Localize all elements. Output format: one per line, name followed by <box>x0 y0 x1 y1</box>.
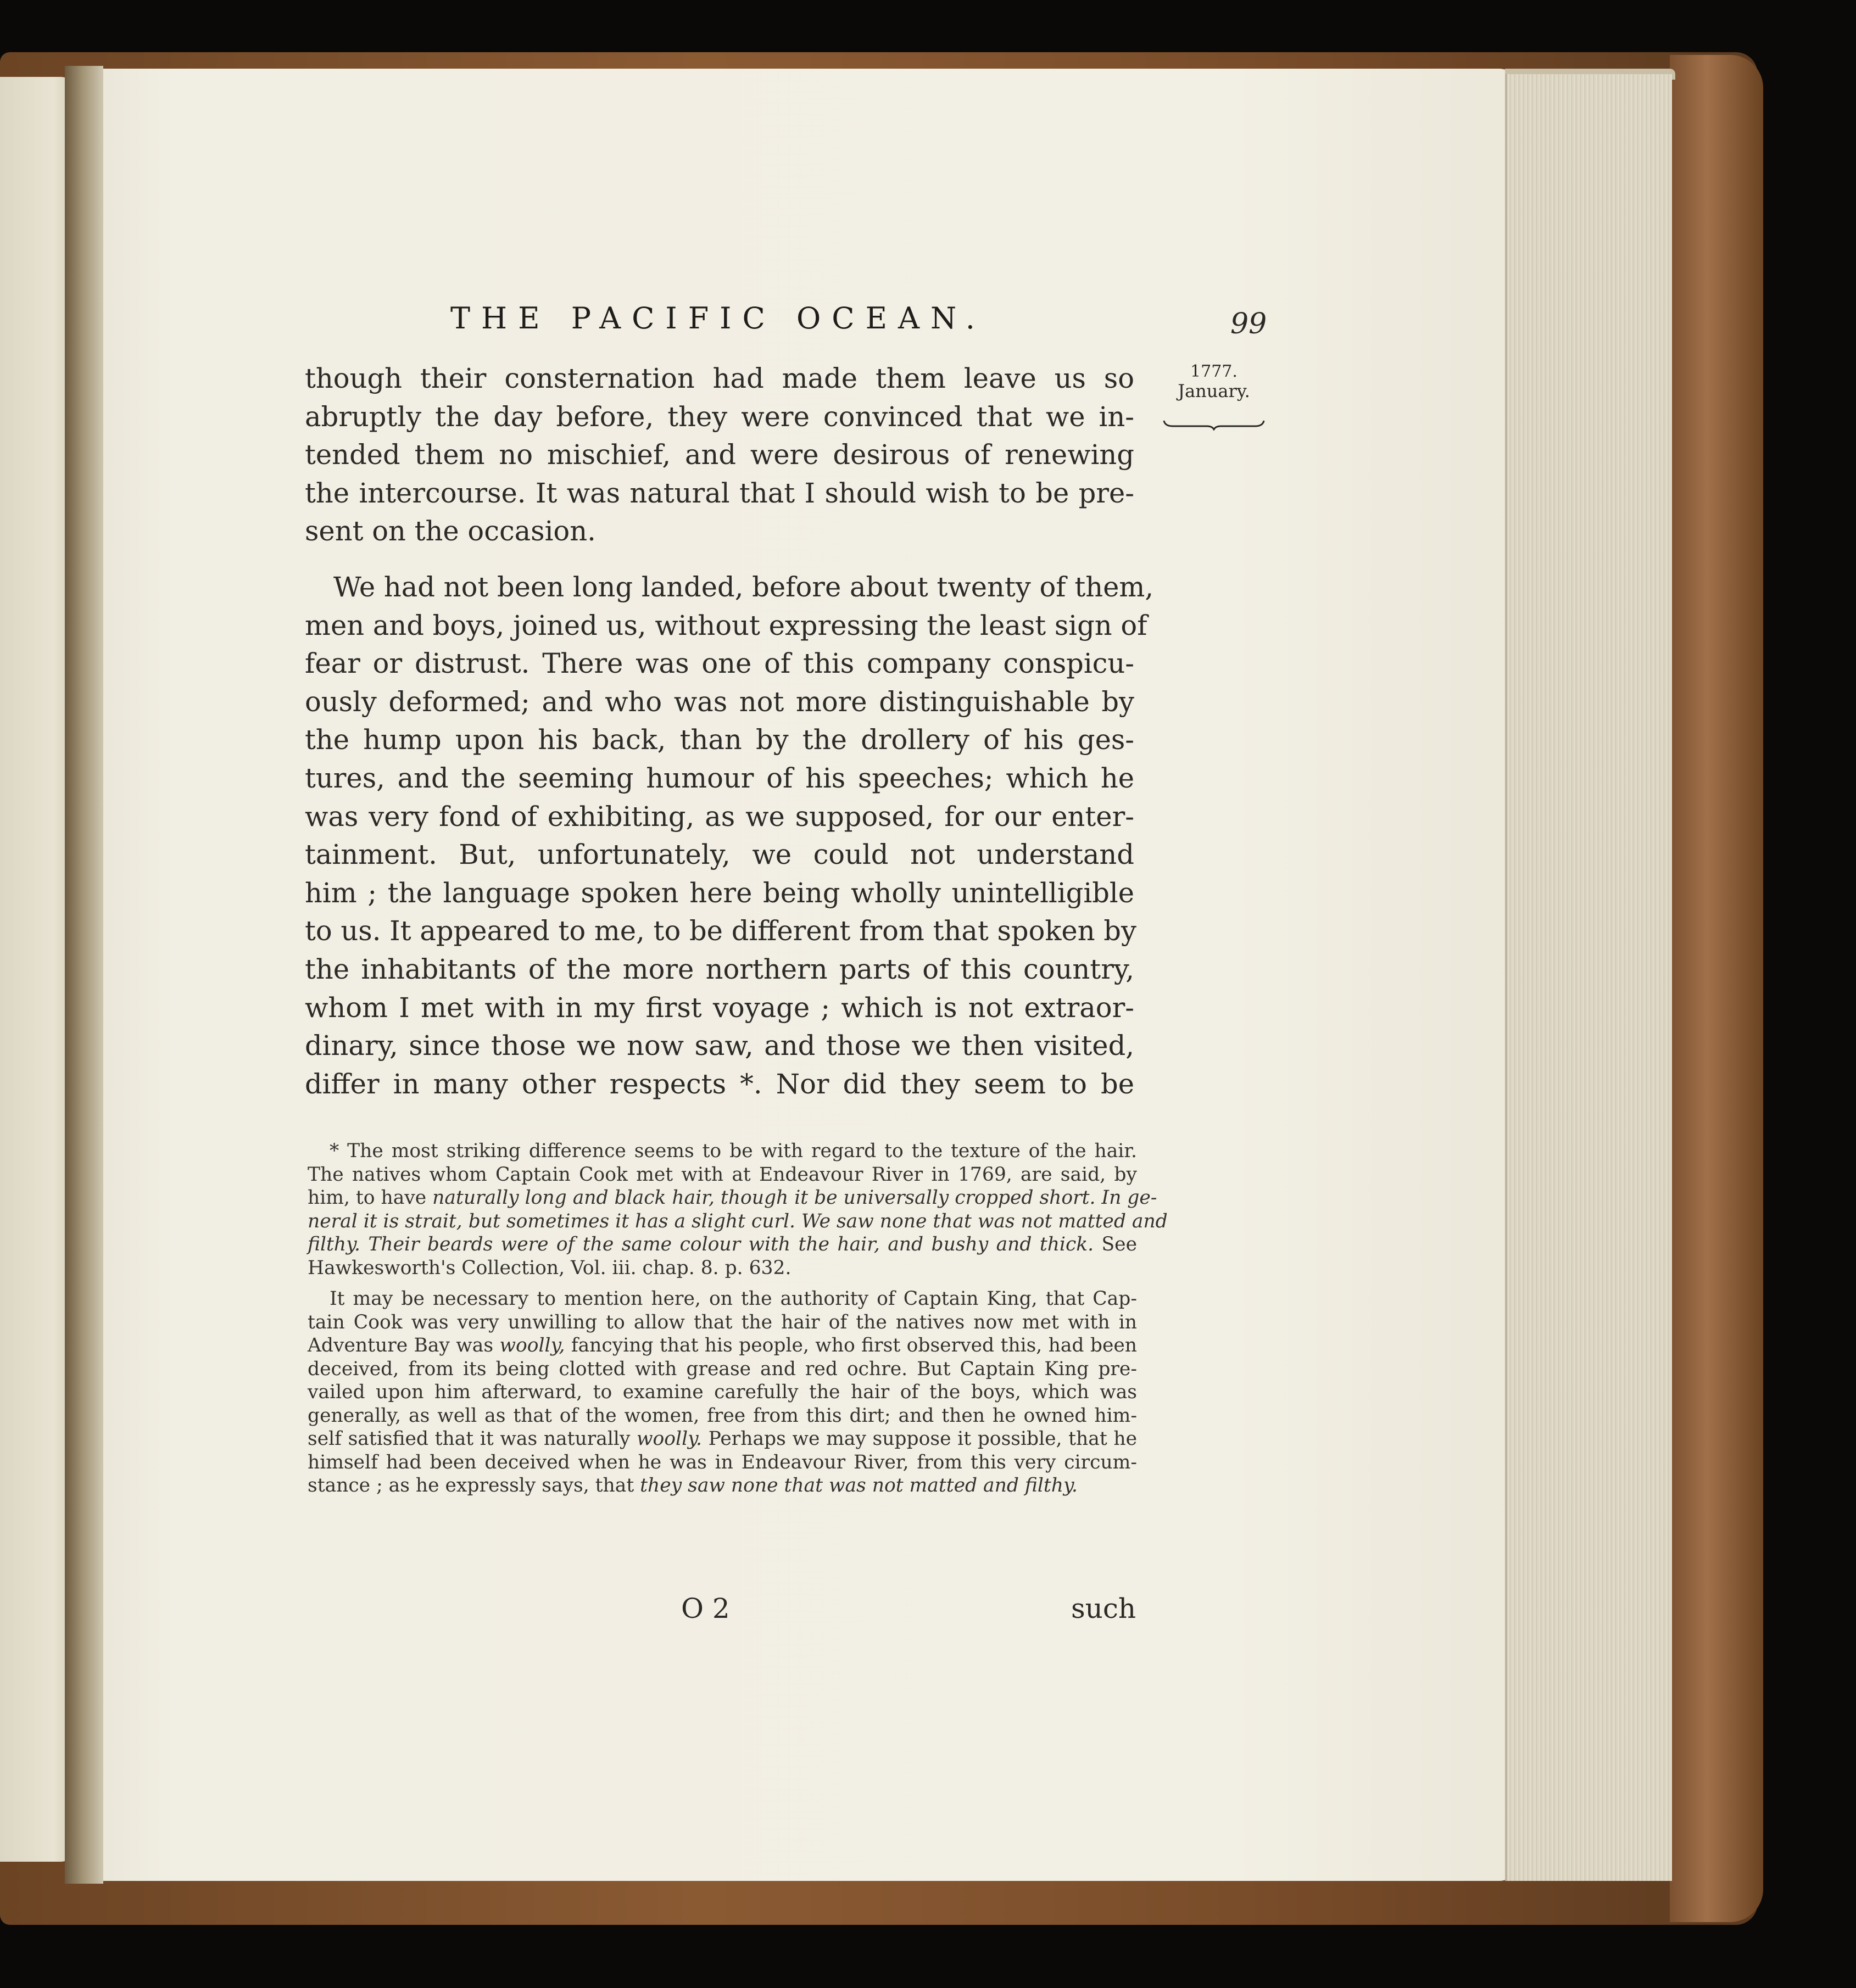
body-line: differ in many other respects *. Nor did they seem to be <box>305 1068 1134 1100</box>
signature-mark: O 2 <box>681 1593 730 1624</box>
footnote-line <box>308 1311 1137 1334</box>
footnote-text: Hawkesworth's Collection, Vol. iii. chap. 8. p. 632. <box>308 1257 792 1279</box>
footnote-text: Adventure Bay was <box>308 1334 500 1356</box>
margin-brace-icon <box>1162 417 1266 431</box>
footnote-line <box>308 1287 1137 1311</box>
body-line: to us. It appeared to me, to be different from that spoken by <box>305 915 1136 947</box>
footnote-italic-text: woolly, <box>499 1334 565 1356</box>
footnote-italic-text: filthy. Their beards were of the same colour with the hair, and bushy and thick. <box>308 1233 1094 1255</box>
body-text <box>305 360 1154 1103</box>
footnote-gap <box>308 1280 1137 1287</box>
page-number: 99 <box>1230 308 1267 340</box>
footnote-text: fancying that his people, who first observed this, had been <box>565 1334 1137 1356</box>
footnote-line <box>308 1404 1137 1428</box>
footnote-line <box>308 1358 1137 1381</box>
footnote-italic-text: woolly. <box>636 1428 702 1450</box>
footnote-line <box>308 1233 1137 1257</box>
margin-year: 1777. <box>1190 362 1238 381</box>
body-line: the hump upon his back, than by the drollery of his ges- <box>305 724 1134 756</box>
gutter <box>65 66 103 1884</box>
footnote-italic-text: neral it is strait, but sometimes it has a slight curl. We saw none that was not matted and <box>308 1210 1168 1232</box>
margin-month: January. <box>1178 381 1250 401</box>
body-line: tended them no mischief, and were desirous of renewing <box>305 439 1134 471</box>
footnote-line <box>308 1334 1137 1358</box>
page-block-edge <box>1505 74 1672 1881</box>
body-line: was very fond of exhibiting, as we supposed, for our enter- <box>305 800 1134 833</box>
body-line: We had not been long landed, before about twenty of them, <box>333 571 1154 603</box>
body-line: the intercourse. It was natural that I should wish to be pre- <box>305 477 1134 509</box>
footnote-text: See <box>1094 1233 1138 1255</box>
paragraph-gap <box>305 551 1134 568</box>
footnote-text: himself had been deceived when he was in Endeavour River, from this very circum- <box>308 1451 1137 1473</box>
body-line: tainment. But, unfortunately, we could not understand <box>305 839 1134 871</box>
body-line: whom I met with in my first voyage ; which is not extraor- <box>305 991 1134 1024</box>
body-line: ously deformed; and who was not more distinguishable by <box>305 685 1134 718</box>
footnote-text: generally, as well as that of the women, free from this dirt; and then he owned him- <box>308 1404 1137 1427</box>
footnote-line <box>308 1381 1137 1404</box>
footnote-line <box>308 1451 1137 1475</box>
footnote-line <box>308 1257 1137 1280</box>
footnote-line <box>308 1210 1168 1233</box>
footnote-text: It may be necessary to mention here, on the authority of Captain King, that Cap- <box>330 1288 1137 1310</box>
catchword: such <box>1071 1593 1136 1624</box>
body-line: dinary, since those we now saw, and those we then visited, <box>305 1030 1134 1062</box>
running-head: THE PACIFIC OCEAN. <box>450 301 986 336</box>
footnote-line <box>308 1427 1137 1451</box>
body-line: tures, and the seeming humour of his speeches; which he <box>305 762 1134 794</box>
footnote-text: deceived, from its being clotted with grease and red ochre. But Captain King pre- <box>308 1358 1137 1380</box>
footnote-text: * The most striking difference seems to be with regard to the texture of the hair. <box>330 1140 1137 1162</box>
footnote-italic-text: they saw none that was not matted and filthy. <box>640 1475 1078 1496</box>
body-line: sent on the occasion. <box>305 515 596 548</box>
footnote-italic-text: naturally long and black hair, though it be universally cropped short. In ge- <box>432 1187 1157 1209</box>
footnote-text: stance ; as he expressly says, that <box>308 1475 640 1496</box>
body-line: abruptly the day before, they were convinced that we in- <box>305 400 1134 433</box>
footnote-line <box>308 1186 1157 1210</box>
footnote-text: tain Cook was very unwilling to allow that the hair of the natives now met with in <box>308 1311 1137 1333</box>
footnote-text: Perhaps we may suppose it possible, that he <box>702 1428 1137 1450</box>
footnote-text: vailed upon him afterward, to examine carefully the hair of the boys, which was <box>308 1381 1137 1403</box>
body-line: the inhabitants of the more northern parts of this country, <box>305 953 1134 985</box>
body-line: men and boys, joined us, without expressing the least sign of <box>305 609 1147 641</box>
cover-edge <box>1670 55 1763 1922</box>
footnotes <box>308 1140 1168 1498</box>
margin-note <box>1167 362 1261 401</box>
body-line: fear or distrust. There was one of this company conspicu- <box>305 647 1134 680</box>
footnote-line <box>308 1163 1137 1187</box>
footnote-text: The natives whom Captain Cook met with at Endeavour River in 1769, are said, by <box>308 1163 1137 1186</box>
footnote-text: self satisfied that it was naturally <box>308 1428 637 1450</box>
body-line: him ; the language spoken here being wholly unintelligible <box>305 876 1134 909</box>
footnote-text: him, to have <box>308 1187 433 1209</box>
footnote-line <box>308 1474 1137 1498</box>
body-line: though their consternation had made them leave us so <box>305 362 1134 394</box>
footnote-line <box>308 1140 1137 1163</box>
